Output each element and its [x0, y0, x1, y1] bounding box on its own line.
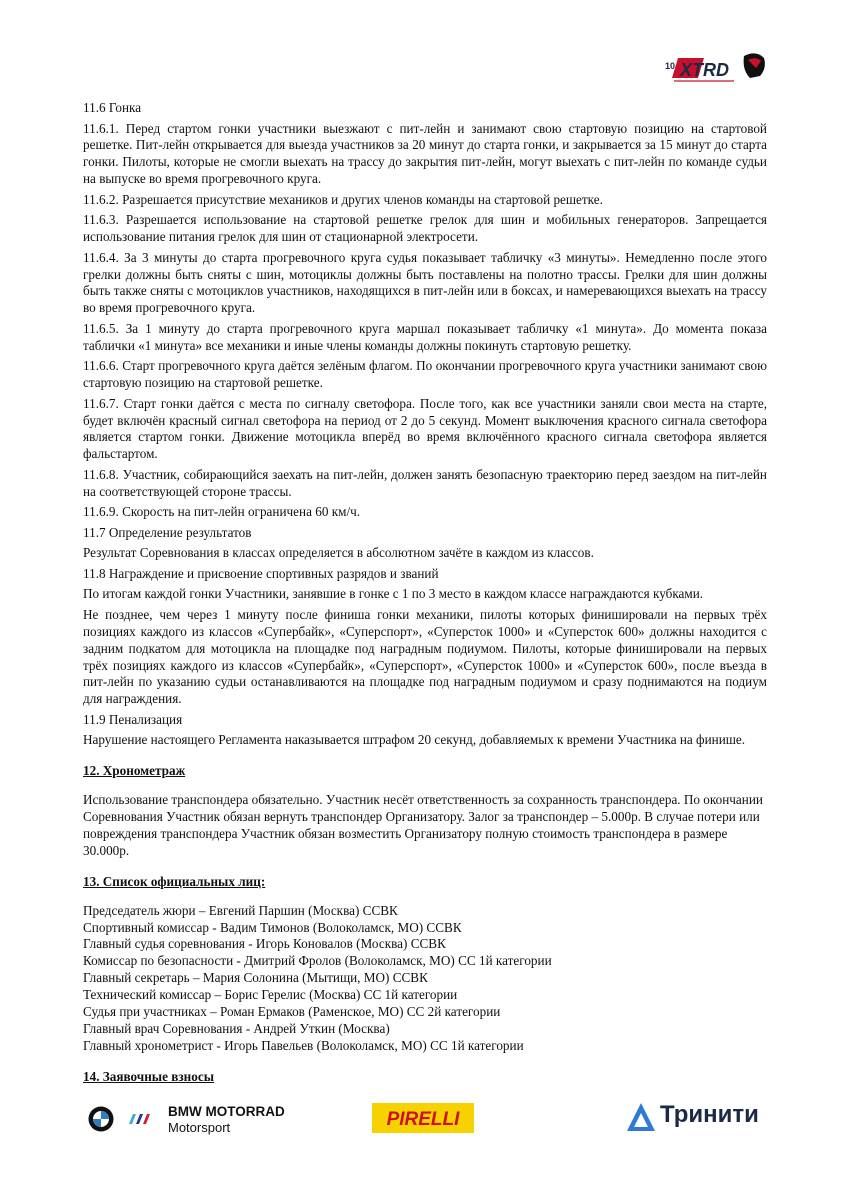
paragraph-11-6-1: 11.6.1. Перед стартом гонки участники выезжают с пит-лейн и занимают свою стартовую позицию на стартовой решетке. Пит-лейн открывается для выезда участников за 20 минут до старта гонки, и закрывается за 15 минут до старта гонки. Пилоты, которые не смогли выехать на трассу до закрытия пит-лейн, могут выехать с пит-лейн по команде судьи на выпуске во время прогревочного круга.: [83, 120, 767, 187]
paragraph-11-6-3: 11.6.3. Разрешается использование на стартовой решетке грелок для шин и мобильных генераторов. Запрещается использование питания грелок для шин от стационарной электросети.: [83, 212, 767, 245]
trinity-logo: [626, 1099, 766, 1139]
bmw-roundel-icon: [88, 1106, 114, 1132]
logo-badge: 10: [665, 61, 676, 71]
section-11-8-title: 11.8 Награждение и присвоение спортивных разрядов и званий: [83, 565, 439, 581]
paragraph-11-6-8: 11.6.8. Участник, собирающийся заехать на пит-лейн, должен занять безопасную траекторию перед заездом на пит-лейн на соответствующей стороне трассы.: [83, 466, 767, 499]
official-item: Главный хронометрист - Игорь Павельев (Волоколамск, МО) СС 1й категории: [83, 1037, 524, 1053]
paragraph-11-6-6: 11.6.6. Старт прогревочного круга даётся зелёным флагом. По окончании прогревочного круга участники занимают свою стартовую позицию на стартовой решетке.: [83, 358, 767, 391]
official-item: Председатель жюри – Евгений Паршин (Москва) ССВК: [83, 902, 398, 918]
section-14-title: 14. Заявочные взносы: [83, 1068, 214, 1084]
section-12-title: 12. Хронометраж: [83, 763, 186, 779]
section-13-title: 13. Список официальных лиц:: [83, 873, 266, 889]
official-item: Технический комиссар – Борис Герелис (Москва) СС 1й категории: [83, 987, 458, 1003]
m-stripes-icon: [125, 1114, 155, 1124]
bmw-brand-text: BMW MOTORRAD: [168, 1104, 285, 1119]
trinity-name: Тринити: [660, 1101, 759, 1128]
official-item: Главный врач Соревнования - Андрей Уткин (Москва): [83, 1021, 390, 1036]
section-11-9-title: 11.9 Пенализация: [83, 711, 183, 727]
official-item: Спортивный комиссар - Вадим Тимонов (Волоколамск, МО) ССВК: [83, 919, 462, 935]
official-item: Комиссар по безопасности - Дмитрий Фролов (Волоколамск, МО) СС 1й категории: [83, 953, 552, 969]
bmw-sub-text: Motorsport: [168, 1120, 231, 1135]
paragraph-11-6-4: 11.6.4. За 3 минуты до старта прогревочного круга судья показывает табличку «3 минуты». Немедленно после этого грелки должны быть сняты с шин, мотоциклы должны быть поставлены на полотно трассы. Грелки для шин должны быть также сняты с мотоциклов участников, находящихся в пит-лейн или в боксах, и намеревающихся выехать на трассу во время прогревочного круга.: [83, 249, 767, 316]
sponsor-footer: [0, 1095, 847, 1145]
official-item: Судья при участниках – Роман Ермаков (Раменское, МО) СС 2й категории: [83, 1004, 501, 1020]
officials-list: [83, 903, 767, 1055]
paragraph-11-6-9: 11.6.9. Скорость на пит-лейн ограничена 60 км/ч.: [83, 504, 361, 520]
paragraph-11-9-1: Нарушение настоящего Регламента наказывается штрафом 20 секунд, добавляемых к времени Участника на финише.: [83, 732, 746, 748]
bmw-motorrad-logo: [88, 1103, 298, 1139]
paragraph-11-6-5: 11.6.5. За 1 минуту до старта прогревочного круга маршал показывает табличку «1 минута». До момента показа таблички «1 минута» все механики и иные члены команды должны покинуть стартовую решетку.: [83, 320, 767, 353]
regulation-text: [83, 100, 767, 1098]
paragraph-11-6-2: 11.6.2. Разрешается присутствие механиков и других членов команды на стартовой решетке.: [83, 191, 603, 207]
official-item: Главный секретарь – Мария Солонина (Мытищи, МО) ССВК: [83, 970, 428, 986]
pirelli-logo: [372, 1103, 474, 1133]
paragraph-11-8-1: По итогам каждой гонки Участники, занявшие в гонке с 1 по 3 место в каждом классе награждаются кубками.: [83, 586, 704, 602]
paragraph-11-6-7: 11.6.7. Старт гонки даётся с места по сигналу светофора. После того, как все участники заняли свои места на старте, будет включён красный сигнал светофора на период от 2 до 5 секунд. Момент выключения красного сигнала светофора является стартом гонки. Движение мотоцикла вперёд во время включённого красного сигнала светофора является фальстартом.: [83, 395, 767, 462]
section-11-7-title: 11.7 Определение результатов: [83, 524, 252, 540]
paragraph-11-8-2: Не позднее, чем через 1 минуту после финиша гонки механики, пилоты которых финишировали на первых трёх позициях каждого из классов «Супербайк», «Суперспорт», «Суперсток 1000» и «Суперсток 600» должны находится с задним подкатом для мотоцикла на площадке под наградным подиумом. Пилоты, которые финишировали на первых трёх позициях каждого из классов «Супербайк», «Суперспорт», «Суперсток 1000» и «Суперсток 600», после въезда в пит-лейн по указанию судьи останавливаются на площадке под наградным подиумом и сразу поднимаются на подиум для награждения.: [83, 606, 767, 707]
trinity-triangle-icon: [626, 1102, 656, 1132]
xtrd-logo: [664, 48, 768, 86]
official-item: Главный судья соревнования - Игорь Коновалов (Москва) ССВК: [83, 936, 446, 952]
paragraph-12-1: Использование транспондера обязательно. Участник несёт ответственность за сохранность транспондера. По окончании Соревнования Участник обязан вернуть транспондер Организатору. Залог за транспондер – 5.000р. В случае потери или повреждения транспондера Участник обязан возместить Организатору полную стоимость транспондера в размере 30.000р.: [83, 792, 763, 858]
logo-text-mark: XTRD: [680, 60, 729, 80]
section-11-6-title: 11.6 Гонка: [83, 100, 142, 115]
paragraph-11-7-1: Результат Соревнования в классах определяется в абсолютном зачёте в каждом из классов.: [83, 545, 594, 561]
pirelli-text: PIRELLI: [386, 1109, 460, 1130]
